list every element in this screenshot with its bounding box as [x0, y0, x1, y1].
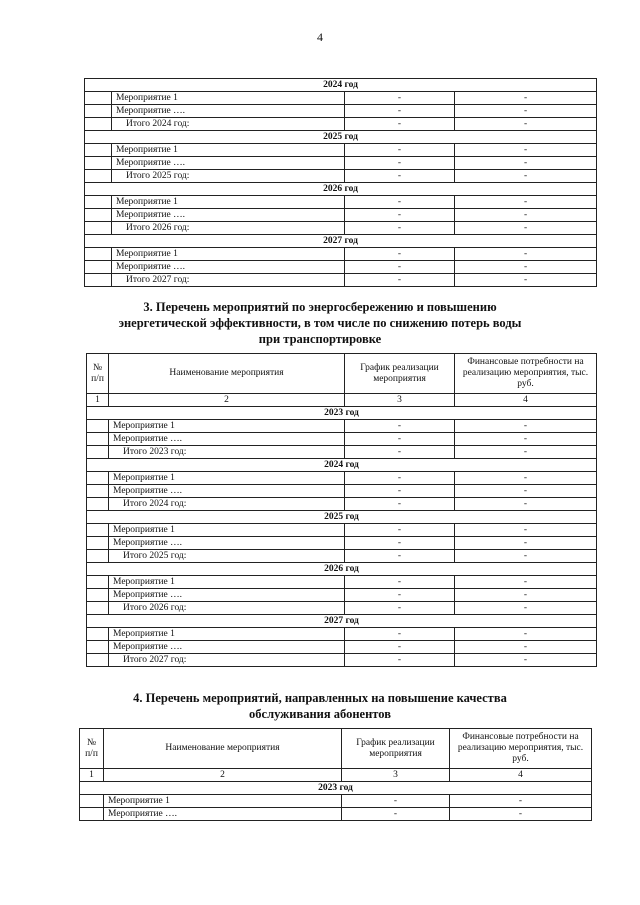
finance-cell: -	[455, 420, 597, 433]
table-row	[80, 808, 592, 821]
activity-name-cell: Итого 2024 год:	[112, 118, 345, 131]
header-schedule: График реализации мероприятия	[345, 354, 455, 394]
col-index-2: 2	[109, 394, 345, 407]
schedule-cell: -	[345, 433, 455, 446]
row-number-cell	[87, 628, 109, 641]
row-number-cell	[85, 222, 112, 235]
col-index-2: 2	[104, 769, 342, 782]
year-heading: 2024 год	[85, 79, 597, 92]
schedule-cell: -	[345, 144, 455, 157]
activity-name-cell: Мероприятие 1	[109, 472, 345, 485]
table-activities-part	[84, 78, 597, 287]
schedule-cell: -	[345, 602, 455, 615]
section-3-title-line-3: при транспортировке	[258, 332, 382, 346]
table-row	[85, 144, 597, 157]
finance-cell: -	[455, 248, 597, 261]
activity-name-cell: Итого 2026 год:	[112, 222, 345, 235]
finance-cell: -	[455, 274, 597, 287]
schedule-cell: -	[345, 498, 455, 511]
finance-cell: -	[455, 144, 597, 157]
activity-name-cell: Мероприятие 1	[112, 196, 345, 209]
activity-name-cell: Мероприятие ….	[112, 261, 345, 274]
finance-cell: -	[455, 118, 597, 131]
section-4-title-line-2: обслуживания абонентов	[249, 707, 391, 721]
schedule-cell: -	[345, 105, 455, 118]
year-heading: 2023 год	[87, 407, 597, 420]
finance-cell: -	[455, 602, 597, 615]
activity-name-cell: Мероприятие 1	[109, 420, 345, 433]
activity-name-cell: Мероприятие 1	[112, 248, 345, 261]
table-row	[87, 641, 597, 654]
table-row	[85, 157, 597, 170]
schedule-cell: -	[345, 628, 455, 641]
row-number-cell	[85, 274, 112, 287]
schedule-cell: -	[345, 420, 455, 433]
header-name: Наименование мероприятия	[104, 729, 342, 769]
col-index-1: 1	[80, 769, 104, 782]
activity-name-cell: Мероприятие ….	[112, 157, 345, 170]
activity-name-cell: Мероприятие ….	[109, 485, 345, 498]
table-row	[87, 576, 597, 589]
schedule-cell: -	[342, 795, 450, 808]
section-3-title	[0, 299, 640, 347]
row-number-cell	[87, 537, 109, 550]
table-row	[87, 433, 597, 446]
row-number-cell	[85, 105, 112, 118]
col-index-1: 1	[87, 394, 109, 407]
header-name: Наименование мероприятия	[109, 354, 345, 394]
row-number-cell	[85, 118, 112, 131]
table-row	[87, 537, 597, 550]
total-row	[85, 222, 597, 235]
schedule-cell: -	[345, 589, 455, 602]
header-finance: Финансовые потребности на реализацию мероприятия, тыс. руб.	[450, 729, 592, 769]
schedule-cell: -	[345, 209, 455, 222]
activity-name-cell: Мероприятие 1	[112, 92, 345, 105]
finance-cell: -	[455, 105, 597, 118]
schedule-cell: -	[345, 524, 455, 537]
finance-cell: -	[455, 472, 597, 485]
activity-name-cell: Мероприятие ….	[109, 537, 345, 550]
year-heading: 2025 год	[85, 131, 597, 144]
table-service-quality	[79, 728, 592, 821]
row-number-cell	[87, 485, 109, 498]
finance-cell: -	[455, 524, 597, 537]
schedule-cell: -	[345, 550, 455, 563]
finance-cell: -	[450, 808, 592, 821]
table-row	[87, 485, 597, 498]
finance-cell: -	[455, 654, 597, 667]
year-heading: 2026 год	[87, 563, 597, 576]
row-number-cell	[85, 261, 112, 274]
row-number-cell	[80, 795, 104, 808]
section-4-title-line-1: 4. Перечень мероприятий, направленных на повышение качества	[133, 691, 507, 705]
finance-cell: -	[450, 795, 592, 808]
finance-cell: -	[455, 576, 597, 589]
header-num: № п/п	[87, 354, 109, 394]
schedule-cell: -	[345, 157, 455, 170]
row-number-cell	[87, 446, 109, 459]
table-row	[87, 420, 597, 433]
activity-name-cell: Мероприятие ….	[109, 589, 345, 602]
schedule-cell: -	[345, 485, 455, 498]
col-index-4: 4	[450, 769, 592, 782]
table-row	[80, 795, 592, 808]
header-num: № п/п	[80, 729, 104, 769]
activity-name-cell: Мероприятие ….	[109, 433, 345, 446]
finance-cell: -	[455, 628, 597, 641]
activity-name-cell: Мероприятие 1	[109, 524, 345, 537]
year-heading: 2026 год	[85, 183, 597, 196]
table-row	[85, 105, 597, 118]
row-number-cell	[87, 654, 109, 667]
table-row	[85, 261, 597, 274]
finance-cell: -	[455, 589, 597, 602]
row-number-cell	[87, 433, 109, 446]
row-number-cell	[87, 589, 109, 602]
row-number-cell	[87, 641, 109, 654]
activity-name-cell: Итого 2025 год:	[109, 550, 345, 563]
header-finance: Финансовые потребности на реализацию мероприятия, тыс. руб.	[455, 354, 597, 394]
finance-cell: -	[455, 92, 597, 105]
total-row	[87, 446, 597, 459]
row-number-cell	[87, 576, 109, 589]
finance-cell: -	[455, 196, 597, 209]
schedule-cell: -	[345, 654, 455, 667]
schedule-cell: -	[345, 118, 455, 131]
activity-name-cell: Мероприятие 1	[104, 795, 342, 808]
year-heading: 2023 год	[80, 782, 592, 795]
schedule-cell: -	[345, 248, 455, 261]
finance-cell: -	[455, 537, 597, 550]
schedule-cell: -	[345, 222, 455, 235]
row-number-cell	[85, 248, 112, 261]
section-3-title-line-2: энергетической эффективности, в том числе по снижению потерь воды	[118, 316, 522, 330]
row-number-cell	[85, 209, 112, 222]
page-number: 4	[317, 30, 323, 44]
table-row	[85, 196, 597, 209]
row-number-cell	[85, 170, 112, 183]
schedule-cell: -	[345, 92, 455, 105]
col-index-3: 3	[345, 394, 455, 407]
total-row	[85, 170, 597, 183]
col-index-4: 4	[455, 394, 597, 407]
year-heading: 2027 год	[87, 615, 597, 628]
schedule-cell: -	[345, 170, 455, 183]
schedule-cell: -	[345, 274, 455, 287]
activity-name-cell: Мероприятие ….	[112, 209, 345, 222]
activity-name-cell: Итого 2025 год:	[112, 170, 345, 183]
schedule-cell: -	[345, 641, 455, 654]
year-heading: 2025 год	[87, 511, 597, 524]
year-heading: 2024 год	[87, 459, 597, 472]
finance-cell: -	[455, 433, 597, 446]
finance-cell: -	[455, 446, 597, 459]
schedule-cell: -	[345, 261, 455, 274]
year-heading: 2027 год	[85, 235, 597, 248]
finance-cell: -	[455, 485, 597, 498]
total-row	[85, 118, 597, 131]
finance-cell: -	[455, 641, 597, 654]
activity-name-cell: Мероприятие ….	[109, 641, 345, 654]
row-number-cell	[87, 472, 109, 485]
activity-name-cell: Итого 2024 год:	[109, 498, 345, 511]
activity-name-cell: Итого 2027 год:	[109, 654, 345, 667]
table-row	[85, 248, 597, 261]
activity-name-cell: Мероприятие 1	[112, 144, 345, 157]
header-schedule: График реализации мероприятия	[342, 729, 450, 769]
total-row	[87, 602, 597, 615]
activity-name-cell: Мероприятие ….	[104, 808, 342, 821]
schedule-cell: -	[345, 196, 455, 209]
finance-cell: -	[455, 170, 597, 183]
schedule-cell: -	[345, 576, 455, 589]
finance-cell: -	[455, 550, 597, 563]
row-number-cell	[87, 602, 109, 615]
schedule-cell: -	[345, 446, 455, 459]
finance-cell: -	[455, 209, 597, 222]
section-3-title-line-1: 3. Перечень мероприятий по энергосбережению и повышению	[143, 300, 497, 314]
table-energy-saving	[86, 353, 597, 667]
row-number-cell	[85, 157, 112, 170]
finance-cell: -	[455, 498, 597, 511]
schedule-cell: -	[345, 537, 455, 550]
finance-cell: -	[455, 157, 597, 170]
col-index-3: 3	[342, 769, 450, 782]
table-row	[87, 589, 597, 602]
total-row	[87, 550, 597, 563]
row-number-cell	[80, 808, 104, 821]
activity-name-cell: Итого 2023 год:	[109, 446, 345, 459]
section-4-title	[0, 690, 640, 722]
row-number-cell	[85, 92, 112, 105]
finance-cell: -	[455, 222, 597, 235]
table-row	[85, 92, 597, 105]
table-row	[87, 628, 597, 641]
table-row	[87, 472, 597, 485]
schedule-cell: -	[345, 472, 455, 485]
row-number-cell	[87, 498, 109, 511]
total-row	[85, 274, 597, 287]
activity-name-cell: Итого 2027 год:	[112, 274, 345, 287]
activity-name-cell: Мероприятие 1	[109, 628, 345, 641]
finance-cell: -	[455, 261, 597, 274]
activity-name-cell: Мероприятие ….	[112, 105, 345, 118]
table-row	[85, 209, 597, 222]
total-row	[87, 654, 597, 667]
activity-name-cell: Мероприятие 1	[109, 576, 345, 589]
activity-name-cell: Итого 2026 год:	[109, 602, 345, 615]
schedule-cell: -	[342, 808, 450, 821]
row-number-cell	[87, 524, 109, 537]
row-number-cell	[87, 550, 109, 563]
row-number-cell	[87, 420, 109, 433]
table-row	[87, 524, 597, 537]
row-number-cell	[85, 196, 112, 209]
total-row	[87, 498, 597, 511]
row-number-cell	[85, 144, 112, 157]
